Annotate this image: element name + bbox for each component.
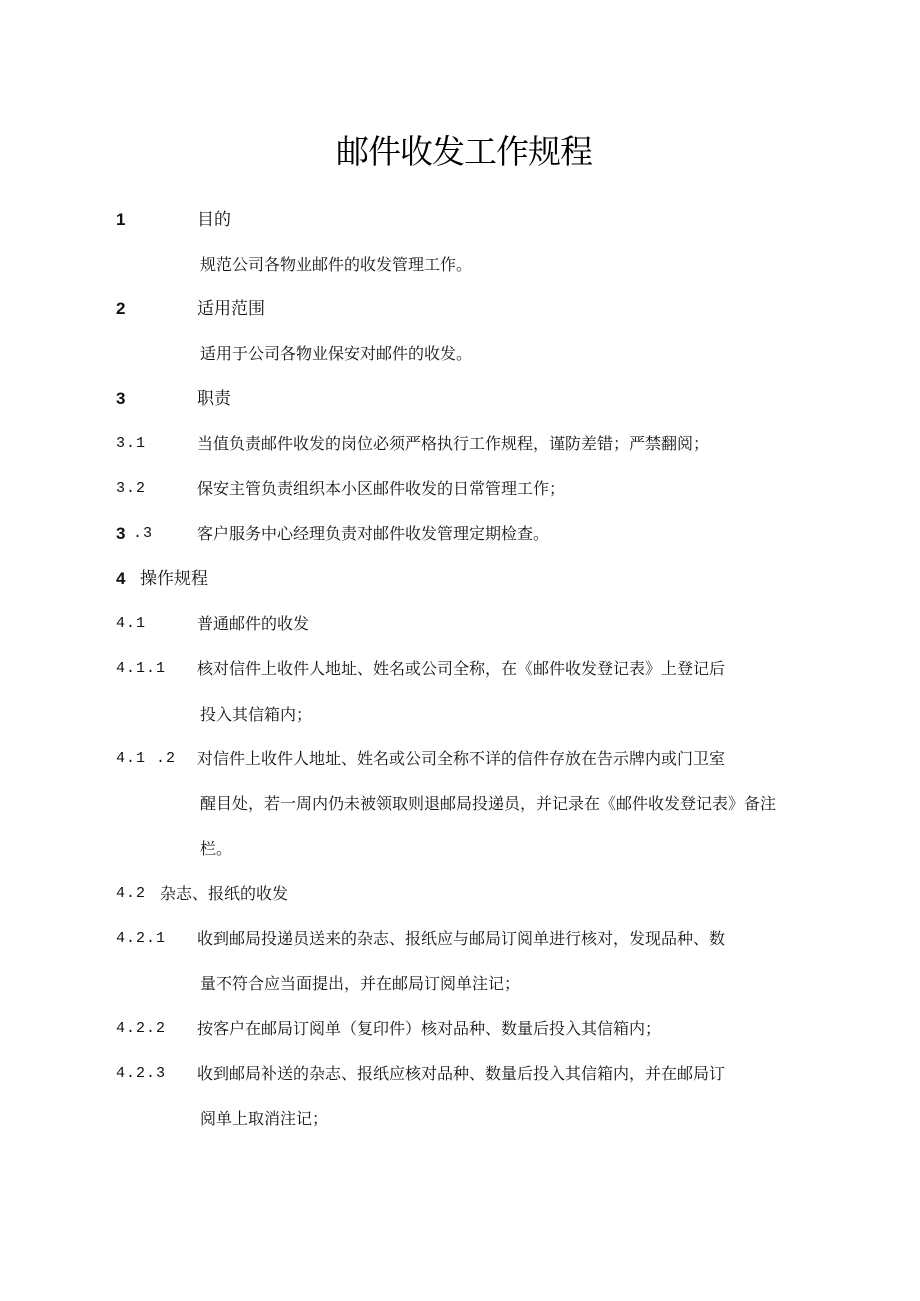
section-3-number: 3 <box>116 389 126 408</box>
item-4-1-2-line-1: 对信件上收件人地址、姓名或公司全称不详的信件存放在告示牌内或门卫室 <box>197 749 726 768</box>
document-title: 邮件收发工作规程 <box>336 132 592 171</box>
item-4-2-3-line-1: 收到邮局补送的杂志、报纸应核对品种、数量后投入其信箱内，并在邮局订 <box>197 1064 726 1083</box>
duty-3-3-number-minor: .3 <box>133 525 154 542</box>
section-2-body: 适用于公司各物业保安对邮件的收发。 <box>200 344 473 363</box>
item-4-1-2-number: 4.1 .2 <box>116 750 177 767</box>
item-4-1-2-line-3: 栏。 <box>200 839 233 858</box>
section-4-number: 4 <box>116 569 126 588</box>
section-2-heading: 适用范围 <box>197 299 265 319</box>
duty-3-1-number: 3.1 <box>116 435 147 452</box>
section-1-heading: 目的 <box>197 210 231 230</box>
section-4-heading: 操作规程 <box>140 569 208 589</box>
item-4-1-1-number: 4.1.1 <box>116 660 167 677</box>
item-4-2-3-line-2: 阅单上取消注记； <box>200 1109 329 1128</box>
duty-3-1-text: 当值负责邮件收发的岗位必须严格执行工作规程，谨防差错；严禁翻阅； <box>197 434 710 453</box>
subsection-4-1-number: 4.1 <box>116 615 147 632</box>
subsection-4-1-heading: 普通邮件的收发 <box>197 614 310 633</box>
duty-3-3-number-major: 3 <box>116 524 126 543</box>
item-4-2-1-line-2: 量不符合应当面提出，并在邮局订阅单注记； <box>200 974 521 993</box>
duty-3-3-text: 客户服务中心经理负责对邮件收发管理定期检查。 <box>197 524 550 543</box>
item-4-2-3-number: 4.2.3 <box>116 1065 167 1082</box>
item-4-2-2-line-1: 按客户在邮局订阅单（复印件）核对品种、数量后投入其信箱内； <box>197 1019 662 1038</box>
section-1-number: 1 <box>116 210 126 229</box>
duty-3-2-text: 保安主管负责组织本小区邮件收发的日常管理工作； <box>197 479 566 498</box>
item-4-1-1-line-1: 核对信件上收件人地址、姓名或公司全称，在《邮件收发登记表》上登记后 <box>197 659 726 678</box>
item-4-1-2-line-2: 醒目处，若一周内仍未被领取则退邮局投递员，并记录在《邮件收发登记表》备注 <box>200 794 777 813</box>
item-4-2-1-number: 4.2.1 <box>116 930 167 947</box>
item-4-1-1-line-2: 投入其信箱内； <box>200 705 313 724</box>
subsection-4-2-heading: 杂志、报纸的收发 <box>160 884 289 903</box>
section-3-heading: 职责 <box>197 389 231 409</box>
duty-3-2-number: 3.2 <box>116 480 147 497</box>
section-2-number: 2 <box>116 299 126 318</box>
subsection-4-2-number: 4.2 <box>116 885 147 902</box>
item-4-2-1-line-1: 收到邮局投递员送来的杂志、报纸应与邮局订阅单进行核对，发现品种、数 <box>197 929 726 948</box>
section-1-body: 规范公司各物业邮件的收发管理工作。 <box>200 255 473 274</box>
item-4-2-2-number: 4.2.2 <box>116 1020 167 1037</box>
